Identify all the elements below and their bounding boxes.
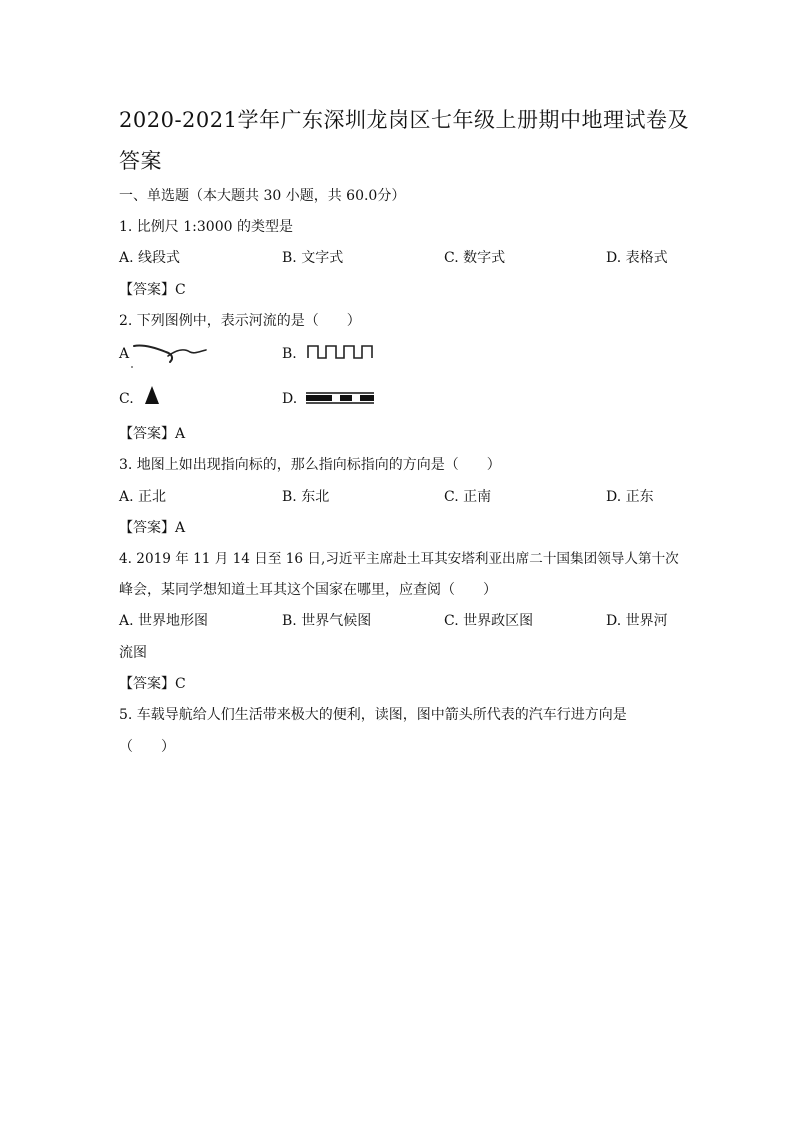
- question-2-option-a: A: [119, 346, 130, 362]
- question-2-option-c: C.: [119, 391, 134, 407]
- question-4-stem-line-2: 峰会，某同学想知道土耳其这个国家在哪里，应查阅（ ）: [119, 582, 497, 598]
- railway-wave-symbol-icon: [306, 343, 374, 361]
- question-4-answer: 【答案】C: [119, 676, 186, 692]
- question-5-stem-line-1: 5. 车载导航给人们生活带来极大的便利，读图，图中箭头所代表的汽车行进方向是: [119, 707, 627, 723]
- question-2-option-b: B.: [282, 346, 297, 362]
- question-5-stem-line-2: （ ）: [119, 739, 175, 755]
- question-4-option-a: A. 世界地形图: [119, 613, 209, 629]
- question-1-option-d: D. 表格式: [606, 250, 668, 266]
- question-1-option-c: C. 数字式: [444, 250, 506, 266]
- question-1-stem: 1. 比例尺 1:3000 的类型是: [119, 219, 293, 235]
- page-title: 2020-2021学年广东深圳龙岗区七年级上册期中地理试卷及答案: [119, 108, 689, 173]
- question-3-option-b: B. 东北: [282, 489, 330, 505]
- section-heading: 一、单选题（本大题共 30 小题，共 60.0分）: [119, 188, 406, 204]
- question-4-option-c: C. 世界政区图: [444, 613, 534, 629]
- question-3-stem: 3. 地图上如出现指向标的，那么指向标指向的方向是（ ）: [119, 457, 501, 473]
- question-1-option-b: B. 文字式: [282, 250, 344, 266]
- question-1-option-a: A. 线段式: [119, 250, 181, 266]
- question-3-option-c: C. 正南: [444, 489, 492, 505]
- river-symbol-icon: [130, 340, 210, 370]
- mountain-peak-symbol-icon: [143, 384, 161, 406]
- question-1-answer: 【答案】C: [119, 282, 186, 298]
- question-2-stem: 2. 下列图例中，表示河流的是（ ）: [119, 313, 361, 329]
- question-4-option-d: D. 世界河: [606, 613, 668, 629]
- question-2-answer: 【答案】A: [119, 426, 186, 442]
- question-3-option-a: A. 正北: [119, 489, 167, 505]
- question-3-answer: 【答案】A: [119, 520, 186, 536]
- question-4-option-d-wrap: 流图: [119, 645, 147, 661]
- question-2-option-d: D.: [282, 391, 298, 407]
- question-4-option-b: B. 世界气候图: [282, 613, 372, 629]
- question-3-option-d: D. 正东: [606, 489, 654, 505]
- question-4-stem-line-1: 4. 2019 年 11 月 14 日至 16 日,习近平主席赴土耳其安塔利亚出席二十国集团领导人第十次: [119, 551, 679, 567]
- road-bar-symbol-icon: [304, 390, 376, 406]
